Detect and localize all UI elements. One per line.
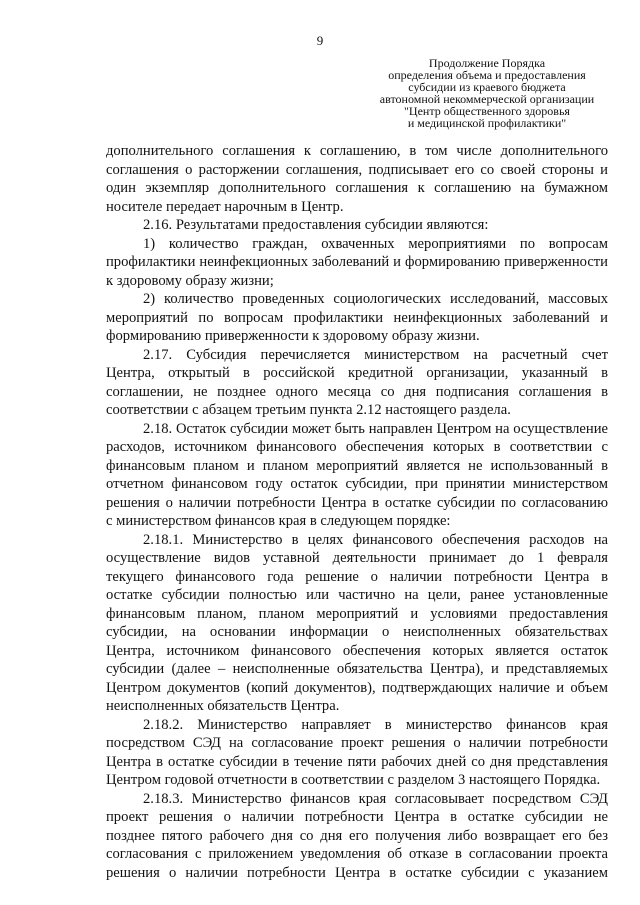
body-line: соглашения о расторжении соглашения, подписывает его со своей стороны и <box>106 161 608 178</box>
body-line: мероприятий по вопросам профилактики неинфекционных заболеваний и <box>106 309 608 326</box>
body-line: профилактики неинфекционных заболеваний и формированию приверженности <box>106 254 608 270</box>
body-line: финансовым планом и планом мероприятий является не использованный в <box>106 457 608 474</box>
body-line: Центра, источником финансового обеспечения которых является остаток <box>106 642 608 659</box>
header-line: субсидии из краевого бюджета <box>408 80 566 94</box>
body-line: Центром документов (копий документов), подтверждающих наличие и объем <box>106 679 608 696</box>
body-line: с министерством финансов края в следующем порядке: <box>106 513 451 529</box>
body-line: остатке субсидии полностью или частично на цели, ранее установленные <box>106 587 608 603</box>
body-line: 2.18. Остаток субсидии может быть направлен Центром на осуществление <box>143 420 608 437</box>
header-line: Продолжение Порядка <box>428 56 546 70</box>
body-line: 1) количество граждан, охваченных мероприятиями по вопросам <box>143 235 608 252</box>
body-line: финансовым планом, планом мероприятий и условиями предоставления <box>106 605 608 622</box>
body-line: 2.18.2. Министерство направляет в министерство финансов края <box>143 716 608 733</box>
body-line: субсидии (далее – неисполненные обязательства Центра), и представляемых <box>106 661 608 677</box>
body-line: посредством СЭД на согласование проект решения о наличии потребности <box>106 735 608 751</box>
body-line: к здоровому образу жизни; <box>106 272 274 289</box>
body-line: Центром годовой отчетности в соответствии с разделом 3 настоящего Порядка. <box>106 772 601 788</box>
body-line: осуществление видов уставной деятельности принимает до 1 февраля <box>106 550 608 566</box>
body-line: соответствии с абзацем третьим пункта 2.12 настоящего раздела. <box>106 402 511 418</box>
body-line: Центра в остатке субсидии в течение пяти рабочих дней со дня представления <box>106 753 608 770</box>
body-line: текущего финансового года решение о наличии потребности Центра в <box>106 568 608 585</box>
body-line: отчетном финансовом году остаток субсидии, при принятии министерством <box>106 476 608 492</box>
body-line: 2.16. Результатами предоставления субсидии являются: <box>143 217 489 233</box>
body-line: 2.18.1. Министерство в целях финансового обеспечения расходов на <box>143 531 608 548</box>
body-line: 2.18.3. Министерство финансов края согласовывает посредством СЭД <box>143 790 608 807</box>
body-line: решения о наличии потребности Центра в остатке субсидии по согласованию <box>106 494 608 511</box>
body-line: субсидии, на основании информации о неисполненных обязательствах <box>106 624 608 640</box>
header-line: и медицинской профилактики" <box>407 116 567 130</box>
body-line: формированию приверженности к здоровому образу жизни. <box>106 328 480 344</box>
body-line: неисполненных обязательств Центра. <box>106 698 340 714</box>
body-line: позднее пятого рабочего дня со дня его получения либо возвращает его без <box>106 827 608 844</box>
body-line: носителе передает нарочным в Центр. <box>106 198 344 215</box>
document-header <box>362 57 612 129</box>
body-line: решения о наличии потребности Центра в остатке субсидии с указанием <box>106 864 608 881</box>
body-line: один экземпляр дополнительного соглашения к соглашению на бумажном <box>106 180 608 196</box>
header-line: "Центр общественного здоровья <box>404 104 570 118</box>
header-line: определения объема и предоставления <box>388 68 586 82</box>
body-line: дополнительного соглашения к соглашению, в том числе дополнительного <box>106 143 608 159</box>
header-line: автономной некоммерческой организации <box>379 92 595 106</box>
body-line: проект решения о наличии потребности Центра в остатке субсидии не <box>106 809 608 825</box>
page-number: 9 <box>316 33 324 48</box>
document-body <box>106 142 608 882</box>
body-line: расходов, источником финансового обеспечения которых в соответствии с <box>106 439 608 455</box>
body-line: 2) количество проведенных социологических исследований, массовых <box>143 291 608 307</box>
body-line: Центра, открытый в российской кредитной организации, указанный в <box>106 365 608 381</box>
body-line: соглашении, не позднее одного месяца со дня подписания соглашения в <box>106 383 608 400</box>
body-line: 2.17. Субсидия перечисляется министерством на расчетный счет <box>143 346 608 363</box>
body-line: согласования с приложением уведомления об отказе в согласовании проекта <box>106 846 608 862</box>
